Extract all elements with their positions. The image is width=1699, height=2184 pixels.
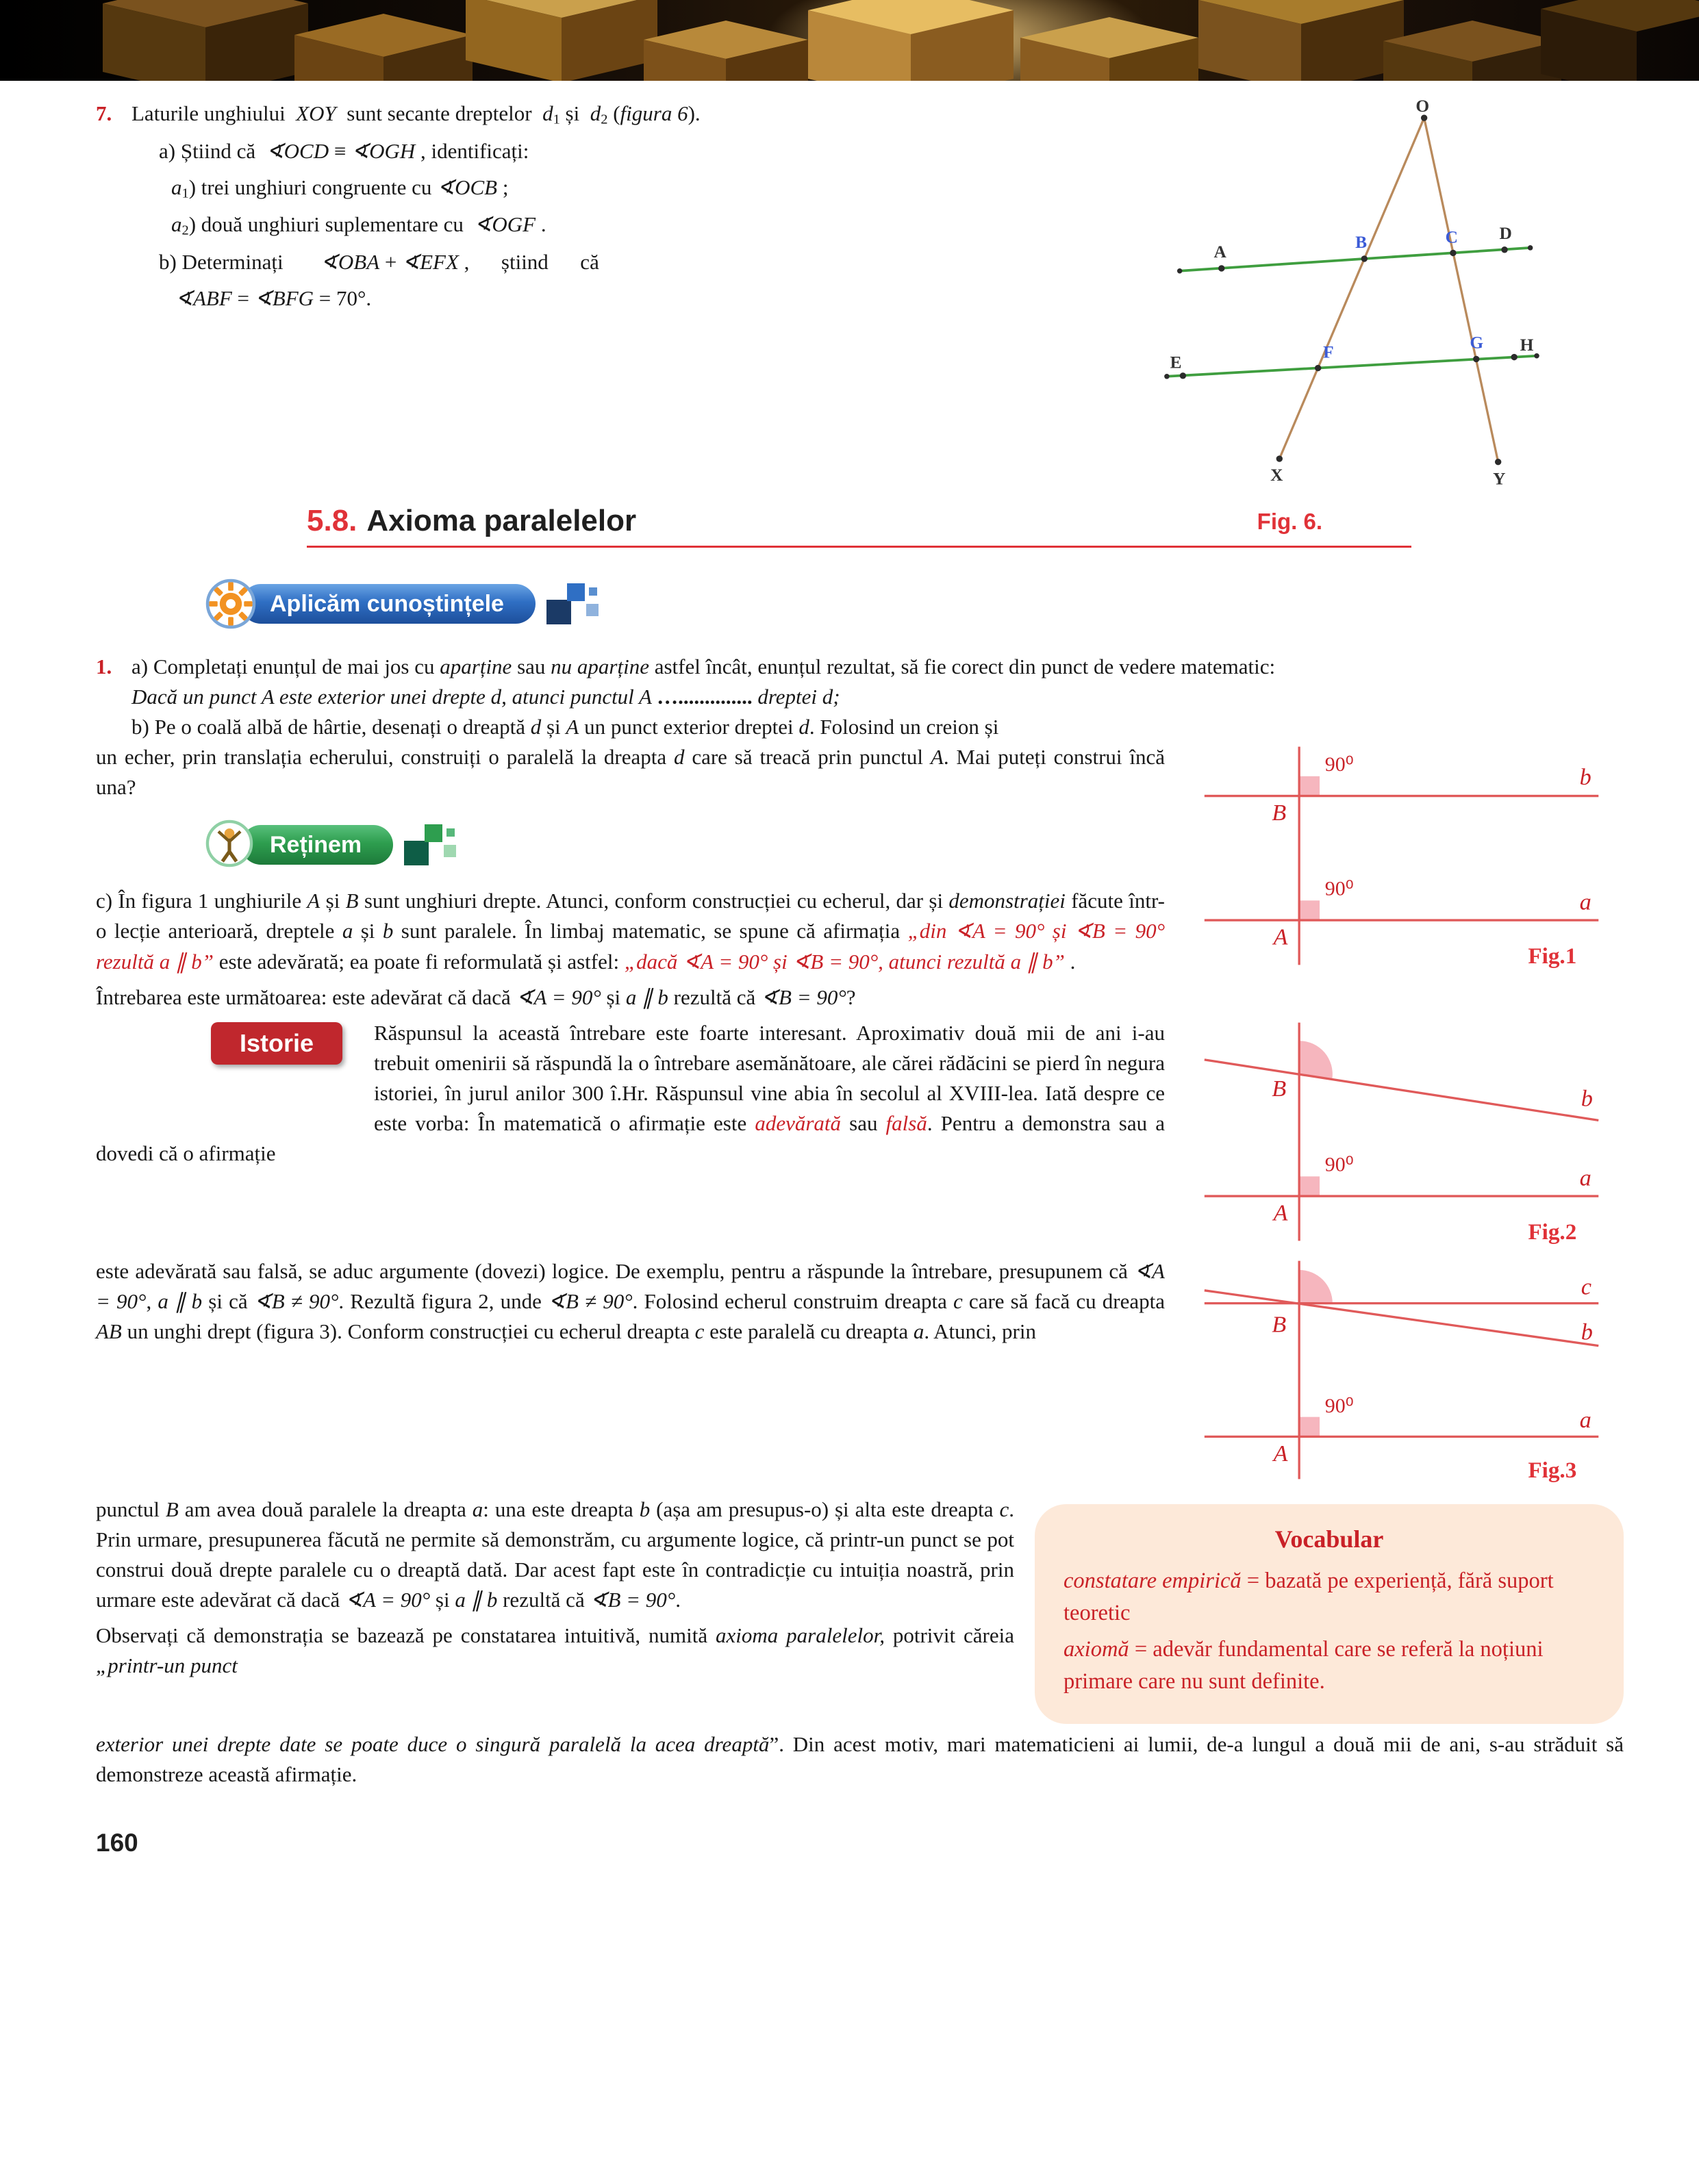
paragraph-observati (96, 1621, 1014, 1681)
text-segment: ∢B ≠ 90° (253, 1288, 339, 1313)
problem7-item-b (131, 247, 1124, 277)
section-number: 5.8. (307, 504, 357, 537)
text-segment: B (165, 1497, 179, 1521)
text-segment: ) două unghiuri suplementare cu (188, 212, 475, 237)
fig1-label-B: B (1272, 800, 1287, 826)
text-segment: nu aparține (551, 655, 649, 679)
angle-mark (1299, 1041, 1333, 1079)
paragraph-final (96, 1729, 1624, 1790)
fig3-label-A: A (1273, 1440, 1288, 1466)
fig6-label-H: H (1520, 335, 1534, 355)
text-segment: a (171, 175, 182, 199)
text-segment: un echer, prin translația echerului, construiți o paralelă la dreapta (96, 745, 674, 770)
istorie-label: Istorie (239, 1028, 314, 1057)
text-segment: ∢OGF (474, 212, 536, 237)
fig2-deg-label: 90⁰ (1324, 1153, 1354, 1176)
right-angle-mark (1300, 901, 1320, 921)
text-segment: . Folosind un creion și (809, 715, 999, 739)
problem7-statement (131, 99, 1124, 130)
text-segment: Dacă un punct A este exterior unei drepte d, atunci punctul A (131, 685, 657, 709)
text-segment: ) trei unghiuri congruente cu (188, 175, 438, 199)
fig3-label-c: c (1581, 1273, 1592, 1299)
fig1-label-a: a (1579, 889, 1591, 916)
fig6-label-E: E (1170, 353, 1182, 372)
fig2-label-b: b (1581, 1084, 1593, 1111)
text-segment: demonstrației (948, 889, 1066, 913)
section-title: Axioma paralelelor (366, 504, 637, 537)
text-segment: . Folosind echerul construim dreapta (632, 1288, 954, 1313)
text-segment: = 70°. (314, 285, 372, 310)
text-segment: . (536, 212, 546, 237)
problem1-item-b-rest (96, 742, 1165, 802)
text-segment: axioma paralelelor, (715, 1623, 885, 1647)
person-icon (205, 820, 256, 870)
istorie-badge (211, 1022, 342, 1065)
text-segment: ∢OGH (351, 138, 416, 163)
text-segment: „printr-un punct (96, 1653, 238, 1677)
text-segment: și (430, 1587, 455, 1612)
text-segment: ? (846, 985, 856, 1009)
paragraph-cont1 (96, 1256, 1165, 1347)
text-segment: ∢EFX (402, 249, 459, 274)
fig6-label-Y: Y (1493, 469, 1506, 489)
problem1-item-b-intro (131, 712, 1624, 742)
text-segment: . (1064, 949, 1076, 974)
fig2-line-b (1205, 1059, 1598, 1120)
text-segment: sunt secante dreptelor (336, 101, 543, 125)
text-segment: dreptei d; (752, 685, 840, 709)
text-segment: și (353, 919, 383, 943)
text-segment: . Prin urmare, presupunerea făcută ne permite să demonstrăm, cu argumente logice, că printr-un punct se pot construi două drepte paralele cu o dreaptă dată. Dar acest fapt este în contradicție cu intuiția noastră, prin urmare este adevărat că dacă (96, 1497, 1014, 1612)
retinem-label: Reținem (241, 825, 393, 865)
text-segment: ∢OCB (437, 175, 498, 199)
fig3-line-b (1205, 1290, 1598, 1345)
text-segment: , știind că (458, 249, 599, 274)
fig1-deg-label: 90⁰ (1324, 877, 1354, 900)
text-segment: ∢A = 90° (516, 985, 601, 1009)
text-segment: . (675, 1587, 681, 1612)
problem7-number: 7. (96, 101, 112, 125)
pixel-decoration (404, 817, 473, 872)
text-segment: b) Pe o coală albă de hârtie, desenați o dreaptă (131, 715, 531, 739)
text-segment: a ∥ b (455, 1587, 498, 1612)
text-segment: b (382, 919, 394, 943)
text-segment: ∢A = 90° (96, 1258, 1165, 1313)
text-segment: a) Știind că (159, 138, 266, 163)
text-segment: 1 (181, 186, 189, 201)
text-segment: A (930, 745, 944, 770)
text-segment: , (146, 1288, 158, 1313)
fig6-caption: Fig. 6. (1257, 508, 1322, 534)
fig6-line-d2 (1167, 356, 1537, 377)
text-segment: ….............. (657, 685, 753, 709)
text-segment: potrivit căreia (884, 1623, 1015, 1647)
text-segment: d (673, 745, 685, 770)
fig3-label-B: B (1272, 1311, 1287, 1338)
right-angle-mark (1300, 1417, 1320, 1436)
text-segment: = adevăr fundamental care se referă la noțiuni primare care nu sunt definite. (1064, 1636, 1544, 1694)
gear-icon (205, 579, 256, 629)
fig3-caption: Fig.3 (1528, 1457, 1577, 1483)
aplicam-label: Aplicăm cunoștințele (241, 584, 536, 624)
text-segment: axiomă (1064, 1636, 1129, 1662)
text-segment: b (639, 1497, 651, 1521)
vocabular-section (96, 1495, 1624, 1725)
fig3-diagram (1185, 1256, 1610, 1484)
vocabular-title: Vocabular (1274, 1525, 1384, 1553)
problem1-fill-line (131, 682, 1624, 712)
text-segment: punctul (96, 1497, 166, 1521)
fig6-label-B: B (1355, 232, 1368, 252)
text-segment: Laturile unghiului (131, 101, 297, 125)
text-segment: ∢B ≠ 90° (548, 1288, 633, 1313)
text-segment: exterior unei drepte date se poate duce o singură paralelă la acea dreaptă (96, 1732, 770, 1757)
text-segment: a (171, 212, 182, 237)
text-segment: (așa am presupus-o) și alta este dreapta (650, 1497, 1000, 1521)
text-segment: care să treacă prin punctul (684, 745, 931, 770)
problem1-item-a (131, 652, 1624, 682)
header-banner-image (0, 0, 1699, 81)
text-segment: AB (96, 1319, 122, 1343)
text-segment: A (566, 715, 579, 739)
aplicam-badge (205, 576, 1624, 631)
text-segment: este adevărată; ea poate fi reformulată și astfel: (213, 949, 625, 974)
text-segment: este paralelă cu dreapta (704, 1319, 914, 1343)
text-segment: și (320, 889, 346, 913)
text-segment: c (953, 1288, 963, 1313)
text-segment: 2 (601, 112, 608, 127)
fig3-deg-label: 90⁰ (1324, 1394, 1354, 1417)
fig6-label-C: C (1445, 227, 1458, 247)
text-segment: a (342, 919, 353, 943)
fig6-secant-OX (1279, 118, 1424, 459)
fig1-caption: Fig.1 (1528, 943, 1577, 969)
text-segment: constatare empirică (1064, 1568, 1242, 1593)
text-segment: sunt paralele. În limbaj matematic, se spune că afirmația (393, 919, 908, 943)
text-segment: „dacă ∢A = 90° și ∢B = 90°, atunci rezultă a ∥ b” (624, 949, 1065, 974)
text-segment: „din ∢A = 90° și ∢B = 90° rezultă a ∥ b” (96, 919, 1165, 974)
problem7-item-b-equation (131, 283, 1124, 314)
text-segment: B (345, 889, 359, 913)
fig1-diagram (1185, 742, 1610, 969)
problem7-section (96, 99, 1624, 491)
fig6-secant-OY (1424, 118, 1498, 462)
fig6-label-F: F (1323, 342, 1334, 362)
paragraph-cont2 (96, 1495, 1014, 1615)
text-segment: ∢B = 90° (590, 1587, 676, 1612)
text-segment: ). (688, 101, 701, 125)
text-segment: rezultă că (668, 985, 762, 1009)
text-segment: 2 (181, 223, 189, 238)
text-segment: ∢ABF (175, 285, 232, 310)
retinem-section (96, 742, 1624, 976)
text-segment: 1 (553, 112, 560, 127)
fig2-label-B: B (1272, 1075, 1287, 1102)
text-segment: ∢OCD (266, 138, 329, 163)
text-segment: d (542, 101, 553, 125)
text-segment: astfel încât, enunțul rezultat, să fie corect din punct de vedere matematic: (649, 655, 1276, 679)
fig1-deg-label: 90⁰ (1324, 753, 1354, 776)
fig1-label-b: b (1579, 764, 1591, 791)
page-title (307, 505, 636, 537)
text-segment: sau (512, 655, 551, 679)
text-segment: și (559, 101, 590, 125)
text-segment: făcute într-o lecție anterioară, dreptele (96, 889, 1165, 943)
text-segment: c) În figura 1 unghiurile (96, 889, 307, 913)
text-segment: ∢B = 90° (761, 985, 846, 1009)
text-segment: am avea două paralele la dreapta (178, 1497, 473, 1521)
fig2-label-A: A (1273, 1199, 1288, 1226)
fig1-label-A: A (1273, 924, 1288, 950)
text-segment: d (530, 715, 542, 739)
text-segment: . Mai puteți construi încă una? (96, 745, 1165, 800)
text-segment: și că (202, 1288, 254, 1313)
text-segment: sunt unghiuri drepte. Atunci, conform construcției cu echerul, dar și (358, 889, 949, 913)
banner-cubes-graphic (0, 0, 1699, 81)
text-segment: Observați că demonstrația se bazează pe constatarea intuitivă, numită (96, 1623, 716, 1647)
vocabular-entry (1064, 1634, 1595, 1698)
text-segment: = bazată pe experiență, fără suport teoretic (1064, 1568, 1554, 1625)
text-segment: + (379, 249, 403, 274)
text-segment: este adevărată sau falsă, se aduc argumente (dovezi) logice. De exemplu, pentru a răspunde la întrebare, presupunem că (96, 1258, 1135, 1283)
text-segment: d (590, 101, 601, 125)
fig6-label-A: A (1213, 242, 1226, 262)
right-angle-mark (1300, 1176, 1320, 1196)
text-segment: Întrebarea este următoarea: este adevărat că dacă (96, 985, 516, 1009)
text-segment: a (472, 1497, 483, 1521)
fig2-diagram (1185, 1018, 1610, 1245)
text-segment: . Pentru a demonstra sau a dovedi că o afirmație (96, 1110, 1165, 1165)
fig2-caption: Fig.2 (1528, 1219, 1577, 1245)
vocabular-box (1035, 1504, 1624, 1725)
text-segment: a ∥ b (158, 1288, 203, 1313)
text-segment: care să facă cu dreapta (962, 1288, 1165, 1313)
retinem-badge (205, 817, 1165, 872)
text-segment: Răspunsul la această întrebare este foarte interesant. Aproximativ două mii de ani i-au trebuit omenirii să răspundă la o întrebare asemănătoare, ale cărei rădăcini se pierd în negura istoriei, în jurul anilor 300 î.Hr. Răspunsul vine abia în secolul al XVIII-lea. Iată despre ce este vorba: În matematică o afirmație este (374, 1020, 1165, 1135)
demonstratie-section (96, 1256, 1624, 1484)
text-segment: a ∥ b (625, 985, 668, 1009)
text-segment: , identificați: (415, 138, 529, 163)
vocabular-entry (1064, 1565, 1595, 1629)
text-segment: ∢OBA (320, 249, 380, 274)
problem7-item-a2 (131, 209, 1124, 241)
text-segment: adevărată (755, 1110, 842, 1135)
problem1-number: 1. (96, 655, 112, 679)
text-segment: . Rezultă figura 2, unde (338, 1288, 549, 1313)
text-segment: ( (607, 101, 620, 125)
right-angle-mark (1299, 1269, 1333, 1303)
page-number: 160 (96, 1829, 138, 1857)
text-segment: rezultă că (497, 1587, 590, 1612)
text-segment: aparține (440, 655, 512, 679)
text-segment: ∢BFG (254, 285, 314, 310)
fig6-label-G: G (1470, 333, 1484, 353)
fig6-label-D: D (1499, 223, 1512, 243)
text-segment: d (798, 715, 809, 739)
fig3-label-b: b (1581, 1319, 1593, 1345)
text-segment: figura 6 (620, 101, 688, 125)
paragraph-c (96, 886, 1165, 976)
text-segment: și (541, 715, 566, 739)
problem7-item-a (131, 136, 1124, 166)
text-segment: a) Completați enunțul de mai jos cu (131, 655, 440, 679)
fig6-label-X: X (1270, 465, 1283, 485)
text-segment: sau (841, 1110, 886, 1135)
section-heading-row (307, 505, 1411, 548)
fig3-label-a: a (1579, 1406, 1591, 1433)
text-segment: ”. Din acest motiv, mari matematicieni ai lumii, de-a lungul a două mii de ani, s-au străduit să demonstreze această afirmație. (96, 1732, 1624, 1787)
text-segment: A (307, 889, 320, 913)
text-segment: falsă (885, 1110, 927, 1135)
fig6-label-O: O (1415, 99, 1430, 116)
text-segment: c (694, 1319, 705, 1343)
istorie-section (96, 1018, 1624, 1245)
problem1-block (96, 652, 1624, 742)
pixel-decoration (546, 576, 615, 631)
text-segment: = (231, 285, 255, 310)
fig2-label-a: a (1579, 1165, 1591, 1191)
text-segment: c (999, 1497, 1009, 1521)
text-segment: XOY (296, 101, 336, 125)
text-segment: un unghi drept (figura 3). Conform construcției cu echerul dreapta (121, 1319, 695, 1343)
text-segment: ; (497, 175, 509, 199)
right-angle-mark (1300, 776, 1320, 796)
text-segment: ∢A = 90° (345, 1587, 431, 1612)
text-segment: : una este dreapta (483, 1497, 640, 1521)
paragraph-intrebarea (96, 982, 1624, 1013)
text-segment: ≡ (329, 138, 352, 163)
problem7-item-a1 (131, 173, 1124, 204)
text-segment: și (601, 985, 626, 1009)
text-segment: b) Determinați (159, 249, 320, 274)
text-segment: un punct exterior dreptei (579, 715, 799, 739)
text-segment: a (913, 1319, 924, 1343)
text-segment: . Atunci, prin (924, 1319, 1036, 1343)
fig6-diagram (1144, 99, 1569, 491)
